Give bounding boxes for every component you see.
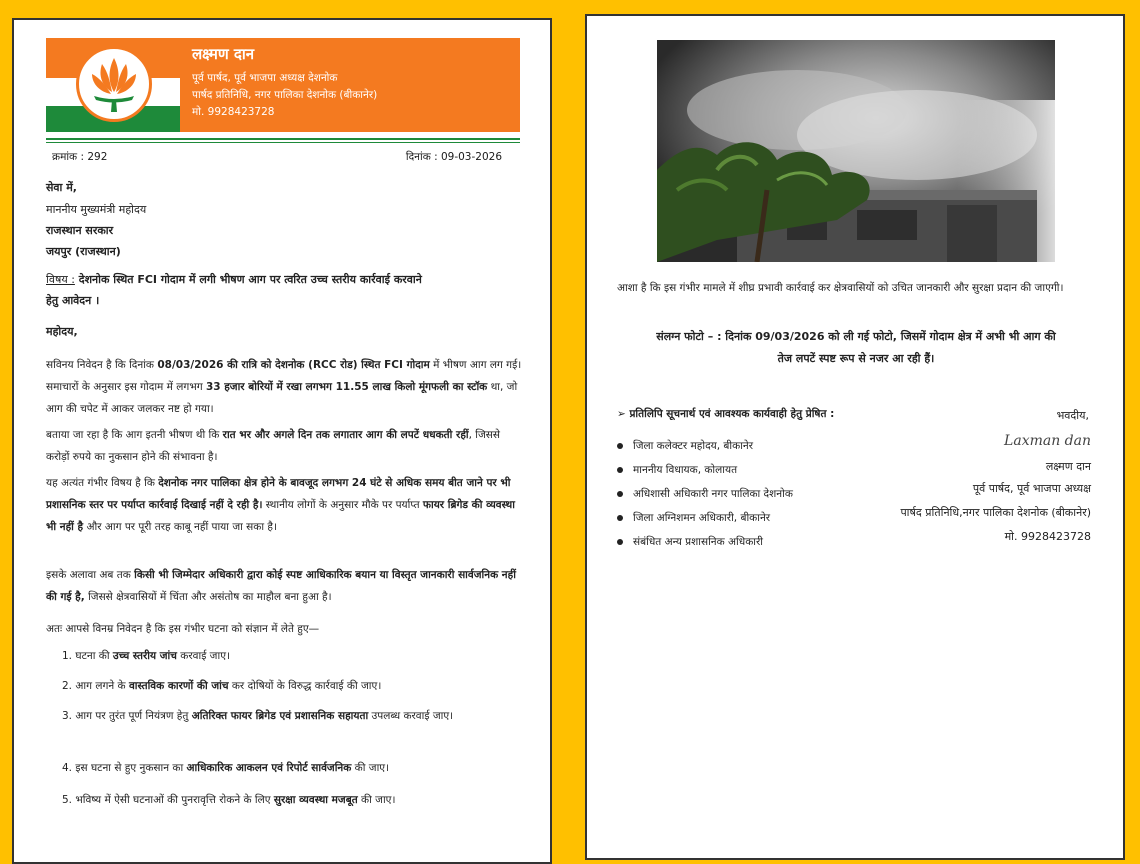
para-text-bold: किसी भी जिम्मेदार अधिकारी द्वारा कोई स्पष्ट आधिकारिक बयान या विस्तृत जानकारी सार्वजनिक नहीं की गई है, [46, 569, 516, 603]
paragraph [46, 564, 524, 608]
letter-page-1 [12, 18, 552, 864]
address-line: जयपुर (राजस्थान) [46, 245, 121, 258]
bullet-icon [617, 491, 623, 497]
signatory-title-2: पार्षद प्रतिनिधि,नगर पालिका देशनोक (बीकानेर) [900, 506, 1091, 519]
cc-recipient [617, 460, 737, 480]
letter-page-2 [585, 14, 1125, 860]
cc-recipient-text: अधिशासी अधिकारी नगर पालिका देशनोक [633, 488, 793, 500]
divider [46, 138, 520, 140]
cc-recipient-text: संबंधित अन्य प्रशासनिक अधिकारी [633, 536, 764, 548]
demand-text: घटना की [75, 650, 113, 662]
para-text: और आग पर पूरी तरह काबू नहीं पाया जा सका है। [83, 521, 277, 533]
paragraph [46, 354, 524, 420]
address-line: माननीय मुख्यमंत्री महोदय [46, 203, 147, 216]
subject-text-cont: हेतु आवेदन । [46, 294, 100, 307]
para-text: बताया जा रहा है कि आग इतनी भीषण थी कि [46, 429, 223, 441]
divider [46, 142, 520, 143]
demand-item [62, 790, 524, 810]
letterhead [46, 38, 520, 132]
handwritten-signature: Laxman dan [1004, 433, 1091, 449]
address-line: राजस्थान सरकार [46, 224, 114, 237]
bullet-icon [617, 467, 623, 473]
sender-title-1: पूर्व पार्षद, पूर्व भाजपा अध्यक्ष देशनोक [192, 72, 338, 84]
cc-recipient-text: जिला कलेक्टर महोदय, बीकानेर [633, 440, 754, 452]
demand-text: इस घटना से हुए नुकसान का [75, 762, 187, 774]
closing-word: भवदीय, [1056, 409, 1089, 422]
demand-text-bold: सुरक्षा व्यवस्था मजबूत [273, 794, 358, 806]
cc-heading: ➢ प्रतिलिपि सूचनार्थ एवं आवश्यक कार्यवाही हेतु प्रेषित : [617, 408, 835, 420]
cc-recipient [617, 436, 753, 456]
demand-text: की जाए। [351, 762, 390, 774]
bullet-icon [617, 539, 623, 545]
para-text: में भीषण आग लग गई। समाचारों के अनुसार इस गोदाम में लगभग [46, 359, 522, 393]
cc-recipient-text: माननीय विधायक, कोलायत [633, 464, 738, 476]
cc-recipient [617, 532, 763, 552]
demand-text: करवाई जाए। [176, 650, 230, 662]
address-line: सेवा में, [46, 181, 77, 194]
closing-paragraph: आशा है कि इस गंभीर मामले में शीघ्र प्रभावी कार्रवाई कर क्षेत्रवासियों को उचित जानकारी और सुरक्षा प्रदान की जाएगी। [617, 282, 1064, 294]
demand-item [62, 758, 524, 778]
demand-number: 5. [62, 794, 73, 806]
sender-title-2: पार्षद प्रतिनिधि, नगर पालिका देशनोक (बीकानेर) [192, 89, 378, 101]
demand-text: की जाए। [357, 794, 396, 806]
letterhead-text [180, 38, 520, 132]
demand-number: 1. [62, 650, 73, 662]
demand-text: आग पर तुरंत पूर्ण नियंत्रण हेतु [75, 710, 192, 722]
paragraph [46, 472, 524, 538]
para-text-bold: देशनोक नगर पालिका क्षेत्र होने के बावजूद लगभग 24 घंटे से अधिक समय बीत जाने पर भी प्रशासनिक स्तर पर पर्याप्त कार्रवाई दिखाई नहीं दे रही है। [46, 477, 511, 511]
demand-item [62, 706, 524, 726]
para-text: जिससे क्षेत्रवासियों में चिंता और असंतोष का माहौल बना हुआ है। [84, 591, 332, 603]
cc-recipient [617, 484, 793, 504]
para-text: , जिससे करोड़ों रुपये का नुकसान होने की संभावना है। [46, 429, 501, 463]
signatory-name: लक्ष्मण दान [1045, 460, 1091, 473]
para-text: स्थानीय लोगों के अनुसार मौके पर पर्याप्त [262, 499, 423, 511]
demand-number: 3. [62, 710, 73, 722]
para-text-bold: रात भर और अगले दिन तक लगातार आग की लपटें धधकती रहीं [222, 429, 469, 441]
signatory-phone: मो. 9928423728 [1004, 530, 1091, 543]
demand-text: उपलब्ध करवाई जाए। [368, 710, 454, 722]
demand-text-bold: आधिकारिक आकलन एवं रिपोर्ट सार्वजनिक [186, 762, 352, 774]
para-text: इसके अलावा अब तक [46, 569, 135, 581]
sender-name: लक्ष्मण दान [192, 45, 255, 63]
subject-text: देशनोक स्थित FCI गोदाम में लगी भीषण आग पर त्वरित उच्च स्तरीय कार्रवाई करवाने [74, 273, 422, 286]
demand-number: 4. [62, 762, 73, 774]
paragraph: अतः आपसे विनम्र निवेदन है कि इस गंभीर घटना को संज्ञान में लेते हुए— [46, 623, 320, 635]
demand-text-bold: उच्च स्तरीय जांच [112, 650, 177, 662]
para-text-bold: 08/03/2026 की रात्रि को देशनोक (RCC रोड) स्थित FCI गोदाम [157, 359, 430, 371]
para-text: यह अत्यंत गंभीर विषय है कि [46, 477, 159, 489]
paragraph [46, 424, 524, 468]
demand-item [62, 646, 524, 666]
signatory-title-1: पूर्व पार्षद, पूर्व भाजपा अध्यक्ष [972, 482, 1091, 495]
demand-text: भविष्य में ऐसी घटनाओं की पुनरावृत्ति रोकने के लिए [75, 794, 274, 806]
attachment-note: संलग्न फोटो – : दिनांक 09/03/2026 को ली गई फोटो, जिसमें गोदाम क्षेत्र में अभी भी आग की [656, 330, 1056, 343]
cc-recipient-text: जिला अग्निशमन अधिकारी, बीकानेर [633, 512, 771, 524]
salutation: महोदय, [46, 325, 78, 338]
demand-number: 2. [62, 680, 73, 692]
subject-label: विषय : [46, 273, 75, 286]
letter-date: दिनांक : 09-03-2026 [405, 151, 502, 163]
demand-text-bold: वास्तविक कारणों की जांच [128, 680, 229, 692]
demand-text: कर दोषियों के विरुद्ध कार्रवाई की जाए। [228, 680, 382, 692]
para-text: सविनय निवेदन है कि दिनांक [46, 359, 158, 371]
fire-photo [657, 40, 1055, 262]
demand-text-bold: अतिरिक्त फायर ब्रिगेड एवं प्रशासनिक सहायता [191, 710, 369, 722]
para-text-bold: 33 हजार बोरियों में रखा लगभग 11.55 लाख किलो मूंगफली का स्टॉक [205, 381, 488, 393]
cc-recipient [617, 508, 770, 528]
bullet-icon [617, 443, 623, 449]
demand-item [62, 676, 524, 696]
para-text: था, जो आग की चपेट में आकर जलकर नष्ट हो गया। [46, 381, 518, 415]
attachment-note-cont: तेज लपटें स्पष्ट रूप से नजर आ रही हैं। [777, 352, 935, 365]
reference-number: क्रमांक : 292 [52, 151, 108, 163]
sender-phone: मो. 9928423728 [192, 106, 275, 118]
bjp-lotus-logo [46, 38, 180, 132]
bullet-icon [617, 515, 623, 521]
subject [46, 270, 524, 290]
para-text-bold: फायर ब्रिगेड की व्यवस्था भी नहीं है [46, 499, 515, 533]
demand-text: आग लगने के [75, 680, 129, 692]
